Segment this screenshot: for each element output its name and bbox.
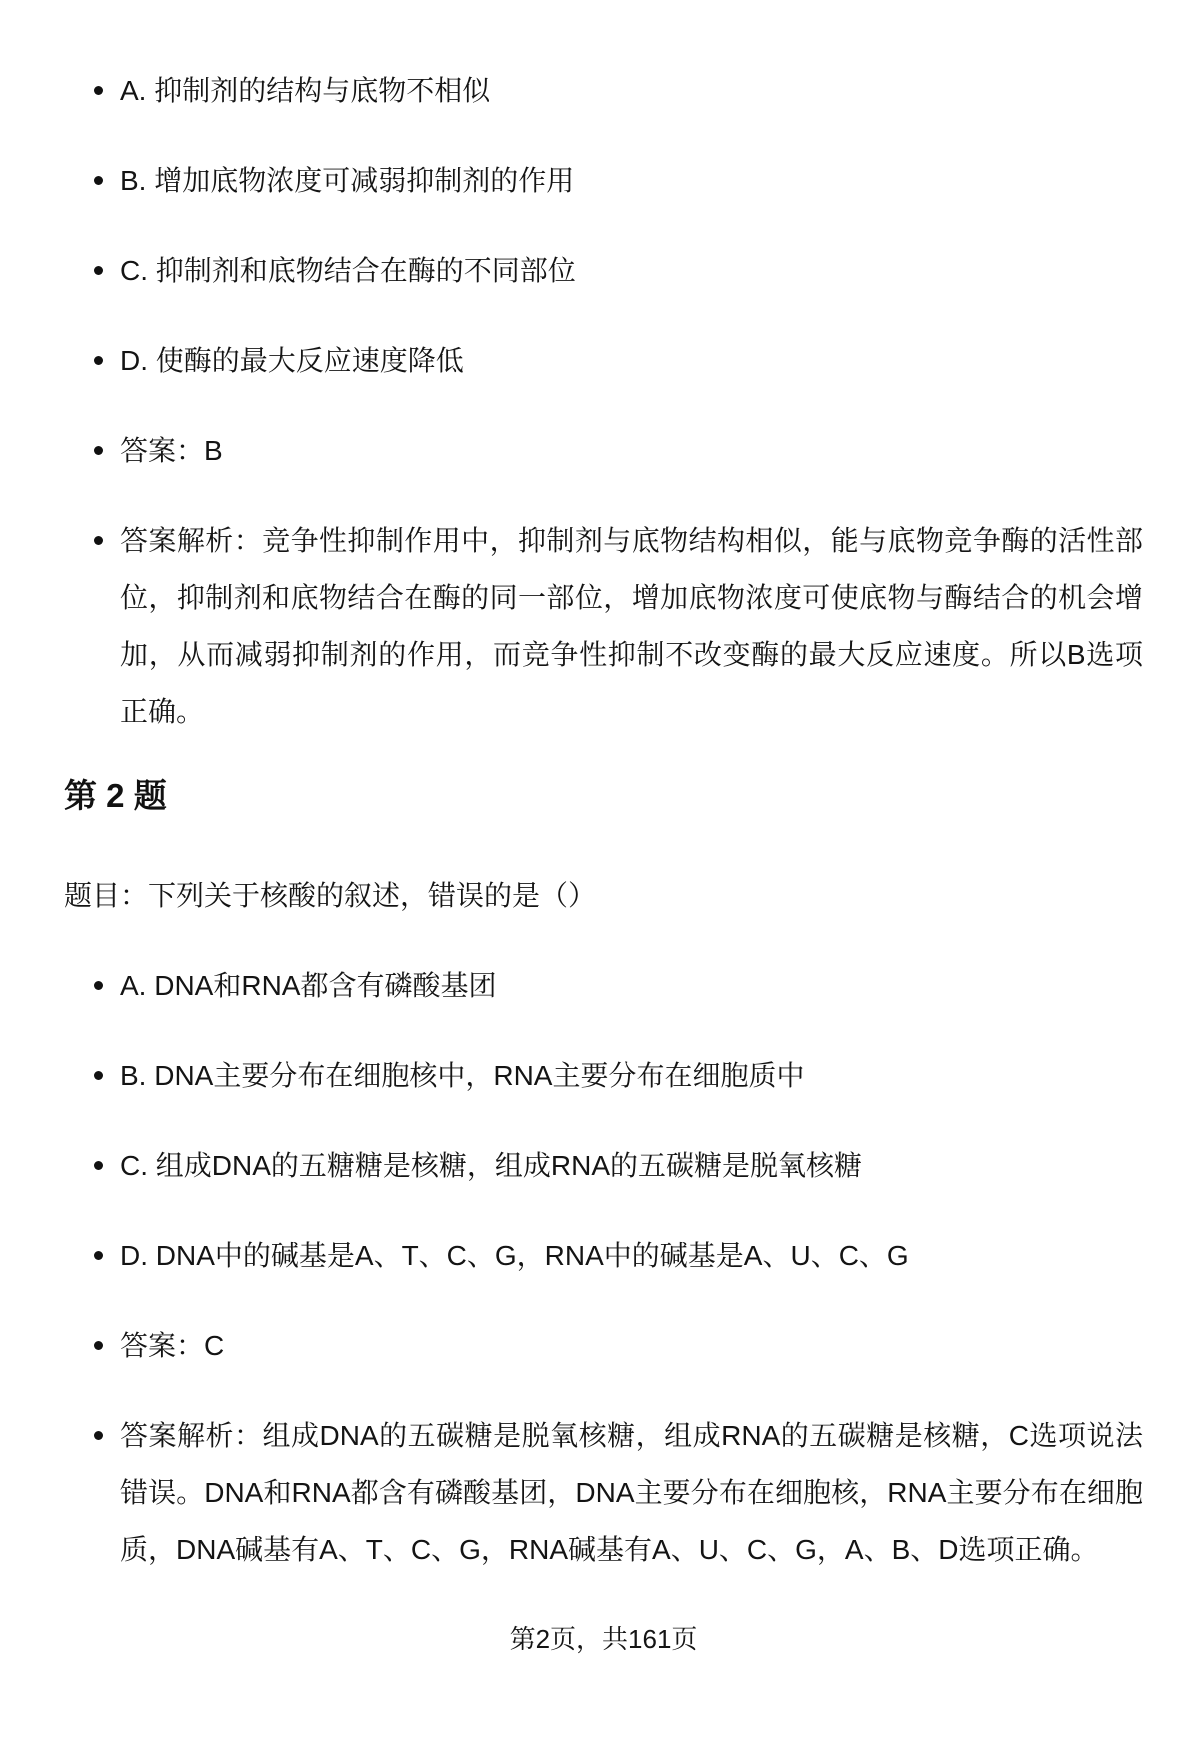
list-item-explanation	[64, 1407, 1143, 1578]
list-item-option-c	[64, 1137, 1143, 1194]
bullet-icon	[94, 536, 103, 545]
list-item-explanation	[64, 512, 1143, 740]
bullet-icon	[94, 356, 103, 365]
bullet-icon	[94, 446, 103, 455]
option-b-text: B. 增加底物浓度可减弱抑制剂的作用	[120, 165, 575, 196]
bullet-icon	[94, 1161, 103, 1170]
explanation-text: 答案解析：组成DNA的五碳糖是脱氧核糖，组成RNA的五碳糖是核糖，C选项说法错误。DNA和RNA都含有磷酸基团，DNA主要分布在细胞核，RNA主要分布在细胞质，DNA碱基有A、T、C、G，RNA碱基有A、U、C、G，A、B、D选项正确。	[120, 1420, 1143, 1565]
bullet-icon	[94, 266, 103, 275]
option-c-text: C. 组成DNA的五糖糖是核糖，组成RNA的五碳糖是脱氧核糖	[120, 1150, 863, 1181]
bullet-icon	[94, 1251, 103, 1260]
list-item-answer	[64, 1317, 1143, 1374]
list-item-option-b	[64, 1047, 1143, 1104]
bullet-icon	[94, 86, 103, 95]
option-d-text: D. DNA中的碱基是A、T、C、G，RNA中的碱基是A、U、C、G	[120, 1240, 909, 1271]
option-a-text: A. DNA和RNA都含有磷酸基团	[120, 970, 497, 1001]
answer-text: 答案：B	[120, 435, 223, 466]
list-item-option-b	[64, 152, 1143, 209]
option-d-text: D. 使酶的最大反应速度降低	[120, 345, 464, 376]
list-item-answer	[64, 422, 1143, 479]
list-item-option-d	[64, 1227, 1143, 1284]
option-a-text: A. 抑制剂的结构与底物不相似	[120, 75, 491, 106]
bullet-icon	[94, 1071, 103, 1080]
question2-heading: 第 2 题	[64, 777, 167, 814]
list-item-option-c	[64, 242, 1143, 299]
list-item-option-a	[64, 62, 1143, 119]
bullet-icon	[94, 1431, 103, 1440]
bullet-icon	[94, 176, 103, 185]
question1-list	[64, 62, 1143, 740]
explanation-text: 答案解析：竞争性抑制作用中，抑制剂与底物结构相似，能与底物竞争酶的活性部位，抑制剂和底物结合在酶的同一部位，增加底物浓度可使底物与酶结合的机会增加，从而减弱抑制剂的作用，而竞争性抑制不改变酶的最大反应速度。所以B选项正确。	[120, 525, 1143, 727]
page-number: 第2页，共161页	[509, 1624, 698, 1654]
question2-title: 题目：下列关于核酸的叙述，错误的是（）	[64, 880, 597, 911]
question2-list	[64, 957, 1143, 1578]
bullet-icon	[94, 981, 103, 990]
answer-text: 答案：C	[120, 1330, 225, 1361]
option-c-text: C. 抑制剂和底物结合在酶的不同部位	[120, 255, 576, 286]
list-item-option-a	[64, 957, 1143, 1014]
list-item-option-d	[64, 332, 1143, 389]
option-b-text: B. DNA主要分布在细胞核中，RNA主要分布在细胞质中	[120, 1060, 805, 1091]
bullet-icon	[94, 1341, 103, 1350]
